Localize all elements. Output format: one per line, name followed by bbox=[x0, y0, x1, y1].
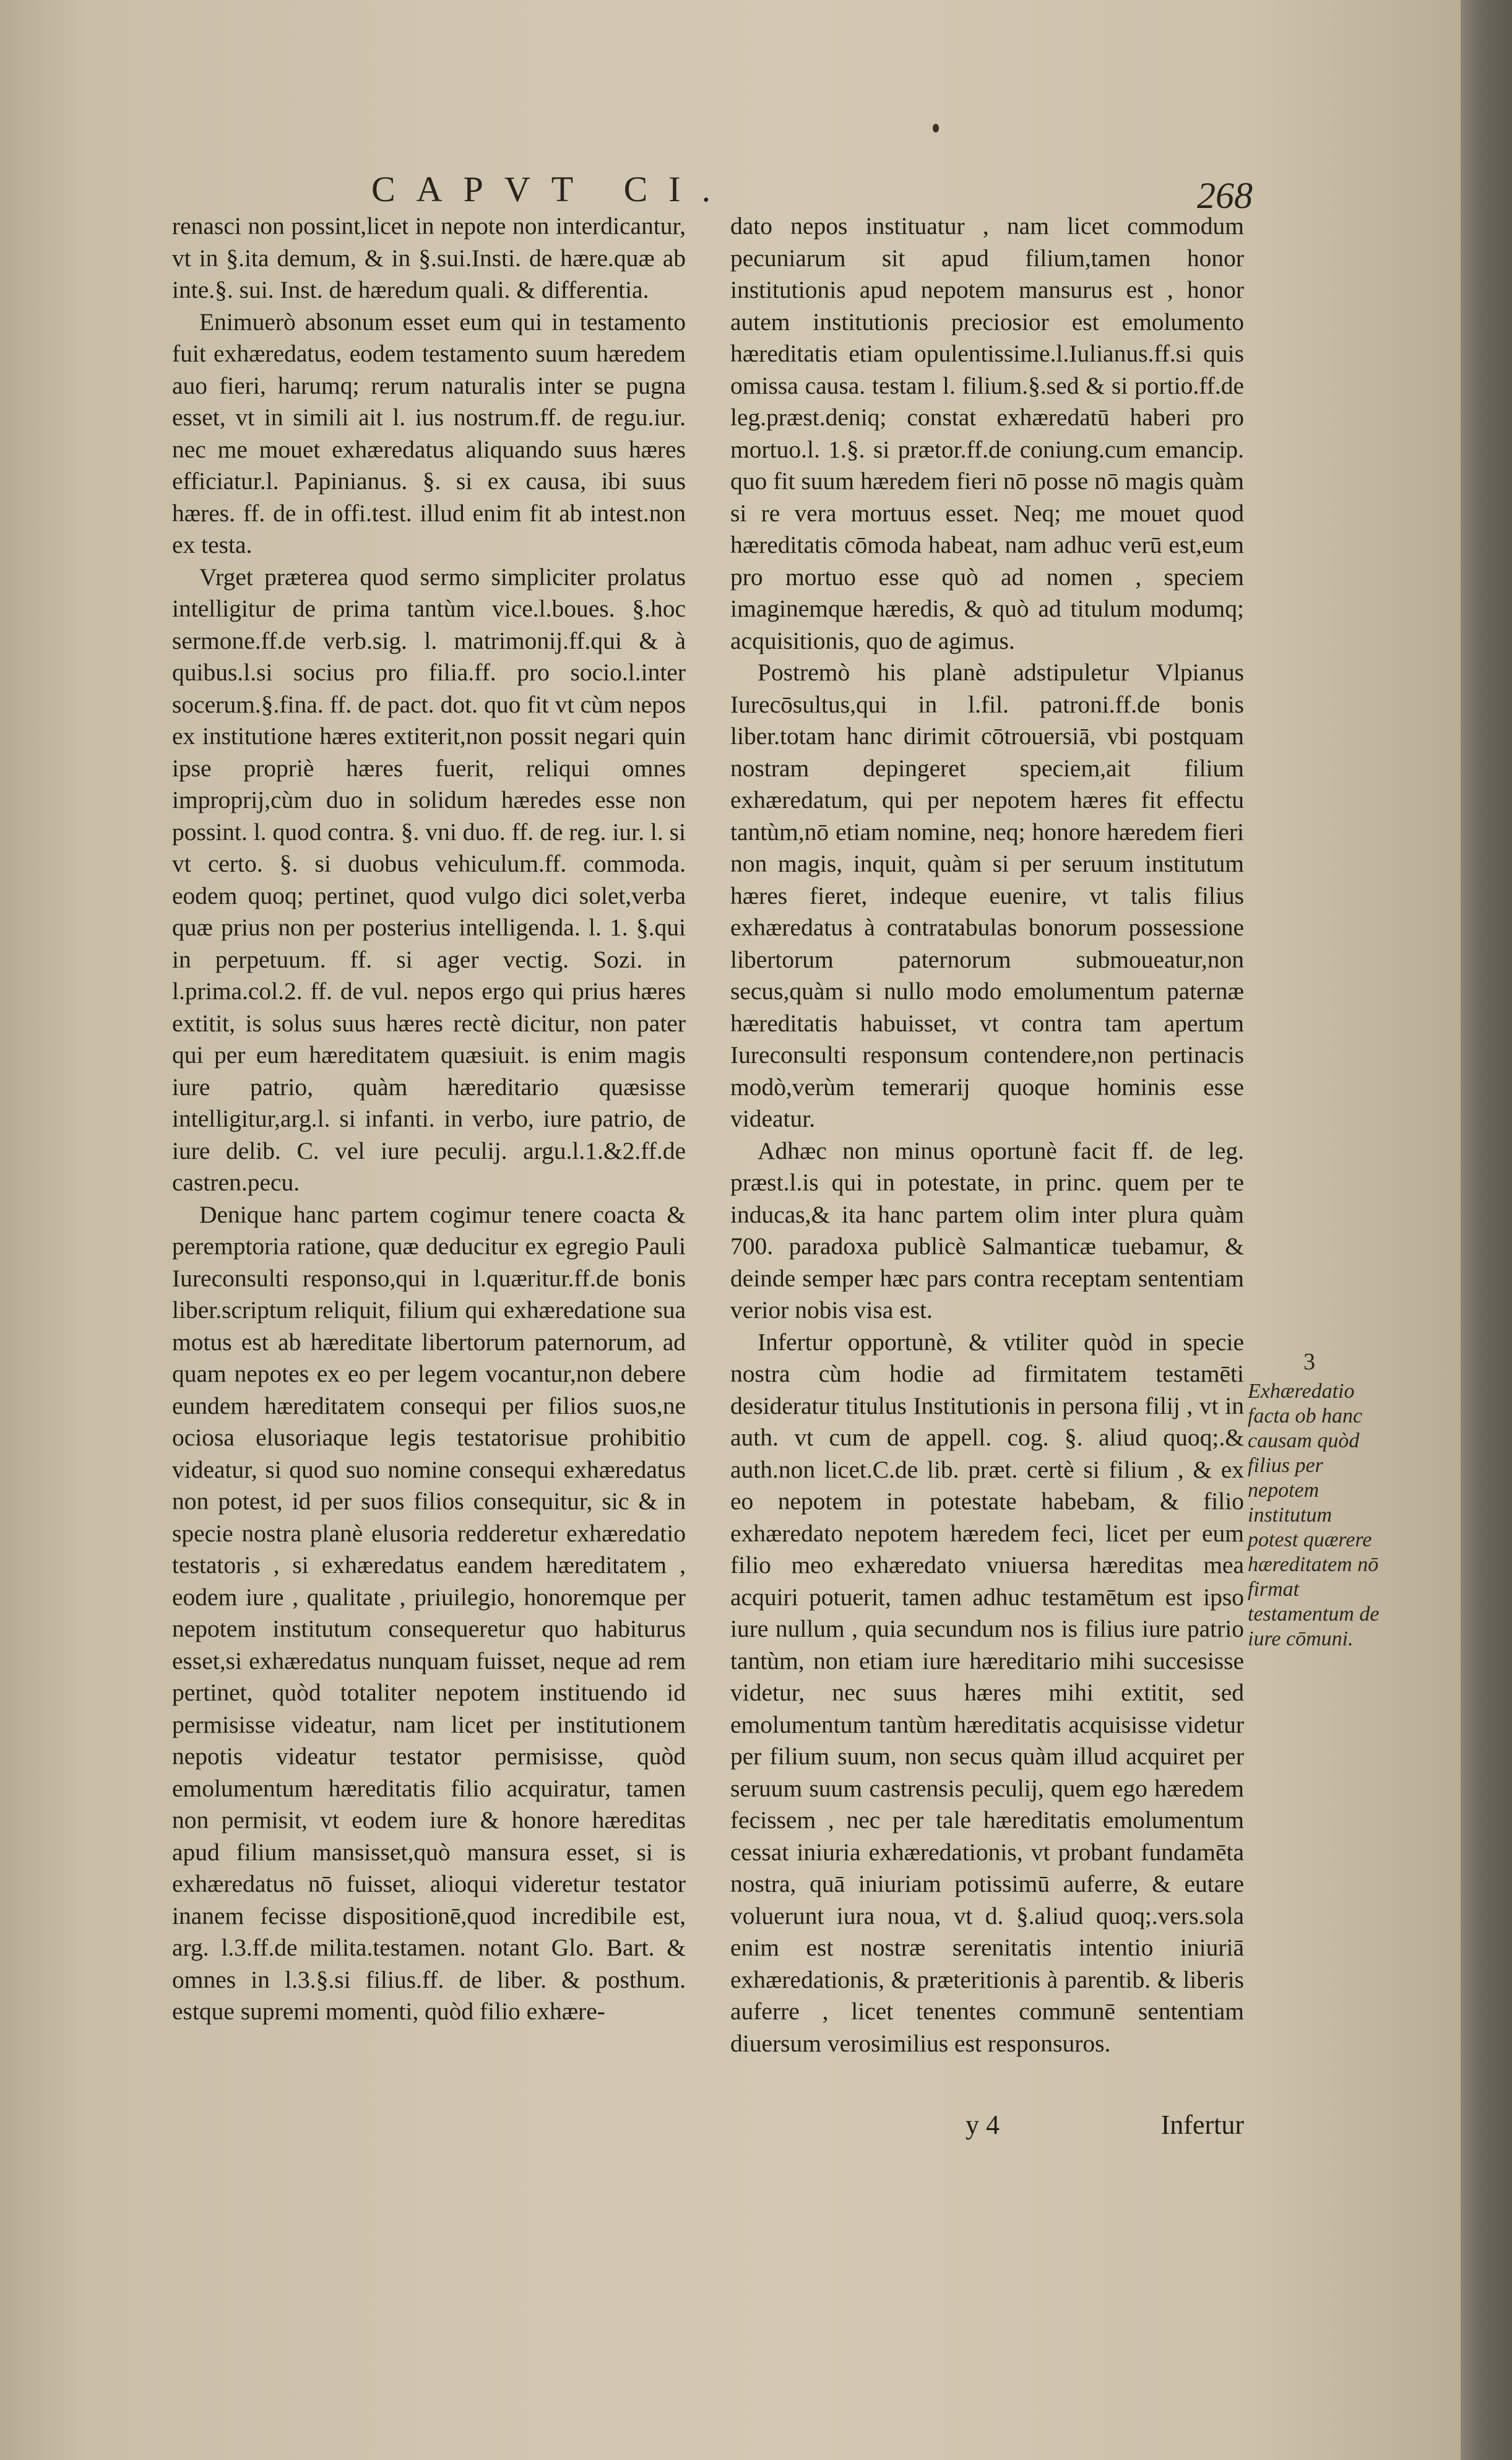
right-paragraph-4: Infertur opportunè, & vtiliter quòd in specie nostra cùm hodie ad firmitatem testamēti desideratur titulus Institutionis in persona filij , vt in auth. vt cum de appell. cog. §. aliud quoq;.& auth.non licet.C.de lib. præt. certè si filium , & ex eo nepotem in potestate habebam, & filio exhæredato nepotem hæredem feci, licet per eum filio meo exhæredato vniuersa hæreditas mea acquiri potuerit, tamen adhuc testamētum est ipso iure nullum , quia secundum nos is filius iure patrio tantùm, non etiam iure hæreditario mihi succesisse videtur, nec suus hæres mihi extitit, sed emolumentum tantùm hæreditatis acquisisse videtur per filium suum, non secus quàm illud acquiret per seruum suum castrensis peculij, quem ego hæredem fecissem , nec per tale hæreditatis emolumentum cessat iniuria exhæredationis, vt probant fundamēta nostra, quā iniuriam potissimū auferre, & eutare voluerunt iura noua, vt d. §.aliud quoq;.vers.sola enim est nostræ serenitatis intentio iniuriā exhæredationis, & præteritionis à parentib. & liberis auferre , licet tenentes communē sententiam diuersum verosimilius est responsuros. bbox=[730, 1328, 1244, 2057]
left-paragraph-1: renasci non possint,licet in nepote non interdicantur, vt in §.ita demum, & in §.sui.Insti. de hære.quæ ab inte.§. sui. Inst. de hæredum quali. & differentia. bbox=[172, 212, 686, 303]
book-fore-edge bbox=[1461, 0, 1512, 2460]
right-column bbox=[730, 210, 1244, 2059]
signature-mark: y 4 bbox=[966, 2110, 1000, 2140]
left-paragraph-3: Vrget præterea quod sermo simpliciter prolatus intelligitur de prima tantùm vice.l.boues. §.hoc sermone.ff.de verb.sig. l. matrimonij.ff.qui & à quibus.l.si socius pro filia.ff. pro socio.l.inter socerum.§.fina. ff. de pact. dot. quo fit vt cùm nepos ex institutione hæres extiterit,non possit negari quin ipse propriè hæres fuerit, reliqui omnes improprij,cùm duo in solidum hæredes esse non possint. l. quod contra. §. vni duo. ff. de reg. iur. l. si vt certo. §. si duobus vehiculum.ff. commoda. eodem quoq; pertinet, quod vulgo dici solet,verba quæ prius non per posterius intelligenda. l. 1. §.qui in perpetuum. ff. si ager vectig. Sozi. in l.prima.col.2. ff. de vul. nepos ergo qui prius hæres extitit, is solus suus hæres rectè dicitur, non pater qui per eum hæreditatem quæsiuit. is enim magis iure patrio, quàm hæreditario quæsisse intelligitur,arg.l. si infanti. in verbo, iure patrio, de iure delib. C. vel iure peculij. argu.l.1.&2.ff.de castren.pecu. bbox=[172, 563, 686, 1196]
running-head: CAPVT CI. bbox=[371, 169, 732, 209]
left-paragraph-2: Enimuerò absonum esset eum qui in testamento fuit exhæredatus, eodem testamento suum hæredem auo fieri, harumq; rerum naturalis inter se pugna esset, vt in simili ait l. ius nostrum.ff. de regu.iur. nec me mouet exhæredatus aliquando suus hæres efficiatur.l. Papinianus. §. si ex causa, ibi suus hæres. ff. de in offi.test. illud enim fit ab intest.non ex testa. bbox=[172, 308, 686, 558]
right-paragraph-2: Postremò his planè adstipuletur Vlpianus Iurecōsultus,qui in l.fil. patroni.ff.de bonis liber.totam hanc dirimit cōtrouersiā, vbi postquam nostram depingeret speciem,ait filium exhæredatum, qui per nepotem hæres fit effectu tantùm,nō etiam nomine, neq; honore hæredem fieri non magis, inquit, quàm si per seruum institutum hæres fieret, indeque euenire, vt talis filius exhæredatus à contratabulas bonorum possessione libertorum paternorum submoueatur,non secus,quàm si nullo modo emolumentum paternæ hæreditatis habuisset, vt contra tam apertum Iureconsulti responsum contendere,non pertinacis modò,verùm temerarij quoque hominis esse videatur. bbox=[730, 659, 1244, 1132]
page-footer bbox=[730, 2109, 1244, 2146]
marginal-note bbox=[1248, 1349, 1383, 1652]
left-paragraph-4: Denique hanc partem cogimur tenere coacta & peremptoria ratione, quæ deducitur ex egregio Pauli Iureconsulti responso,qui in l.quæritur.ff.de bonis liber.scriptum reliquit, filium qui exhæredatione sua motus est ab hæreditate libertorum paternorum, ad quam nepotes ex eo per legem vocantur,non debere eundem hæreditatem consequi per filios suos,ne ociosa elusoriaque legis testatorisue prohibitio videatur, si quod suo nomine consequi exhæredatus non potest, id per suos filios consequitur, sic & in specie nostra planè elusoria redderetur exhæredatio testatoris , si exhæredatus eandem hæreditatem , eodem iure , qualitate , priuilegio, honoremque per nepotem institutum consequeretur quo habiturus esset,si exhæredatus nunquam fuisset, neque ad rem pertinet, quòd totaliter nepotem instituendo id permisisse videatur, nam licet per institutionem nepotis videatur testator permisisse, quòd emolumentum hæreditatis filio acquiratur, tamen non permisit, vt eodem iure & honore hæreditas apud filium mansisset,quò mansura esset, si is exhæredatus nō fuisset, alioqui videretur testator inanem fecisse dispositionē,quod incredibile est, arg. l.3.ff.de milita.testamen. notant Glo. Bart. & omnes in l.3.§.si filius.ff. de liber. & posthum. estque supremi momenti, quòd filio exhære- bbox=[172, 1200, 686, 2025]
marginal-note-text: Exhæredatio facta ob hanc causam quòd filius per nepotem institutum potest quærere hæreditatem nō firmat testamentum de iure cōmuni. bbox=[1248, 1380, 1380, 1650]
page-number: 268 bbox=[1197, 175, 1253, 216]
left-column bbox=[172, 210, 686, 2028]
right-paragraph-3: Adhæc non minus oportunè facit ff. de leg. præst.l.is qui in potestate, in princ. quem per te inducas,& ita hanc partem olim inter plura quàm 700. paradoxa publicè Salmanticæ tuebamur, & deinde semper hæc pars contra receptam sententiam verior nobis visa est. bbox=[730, 1137, 1244, 1323]
right-paragraph-1: dato nepos instituatur , nam licet commodum pecuniarum sit apud filium,tamen honor institutionis apud nepotem mansurus est , honor autem institutionis preciosior est emolumento hæreditatis etiam opulentissime.l.Iulianus.ff.si quis omissa causa. testam l. filium.§.sed & si portio.ff.de leg.præst.deniq; constat exhæredatū haberi pro mortuo.l. 1.§. si prætor.ff.de coniung.cum emancip. quo fit suum hæredem fieri nō posse nō magis quàm si re vera mortuus esset. Neq; me mouet quod hæreditatis cōmoda habeat, nam adhuc verū est,eum pro mortuo esse quò ad nomen , speciem imaginemque hæredis, & quò ad titulum modumq; acquisitionis, quo de agimus. bbox=[730, 212, 1244, 654]
printers-ornament bbox=[933, 124, 939, 132]
marginal-note-number: 3 bbox=[1303, 1349, 1315, 1375]
catchword: Infertur bbox=[1160, 2110, 1244, 2140]
